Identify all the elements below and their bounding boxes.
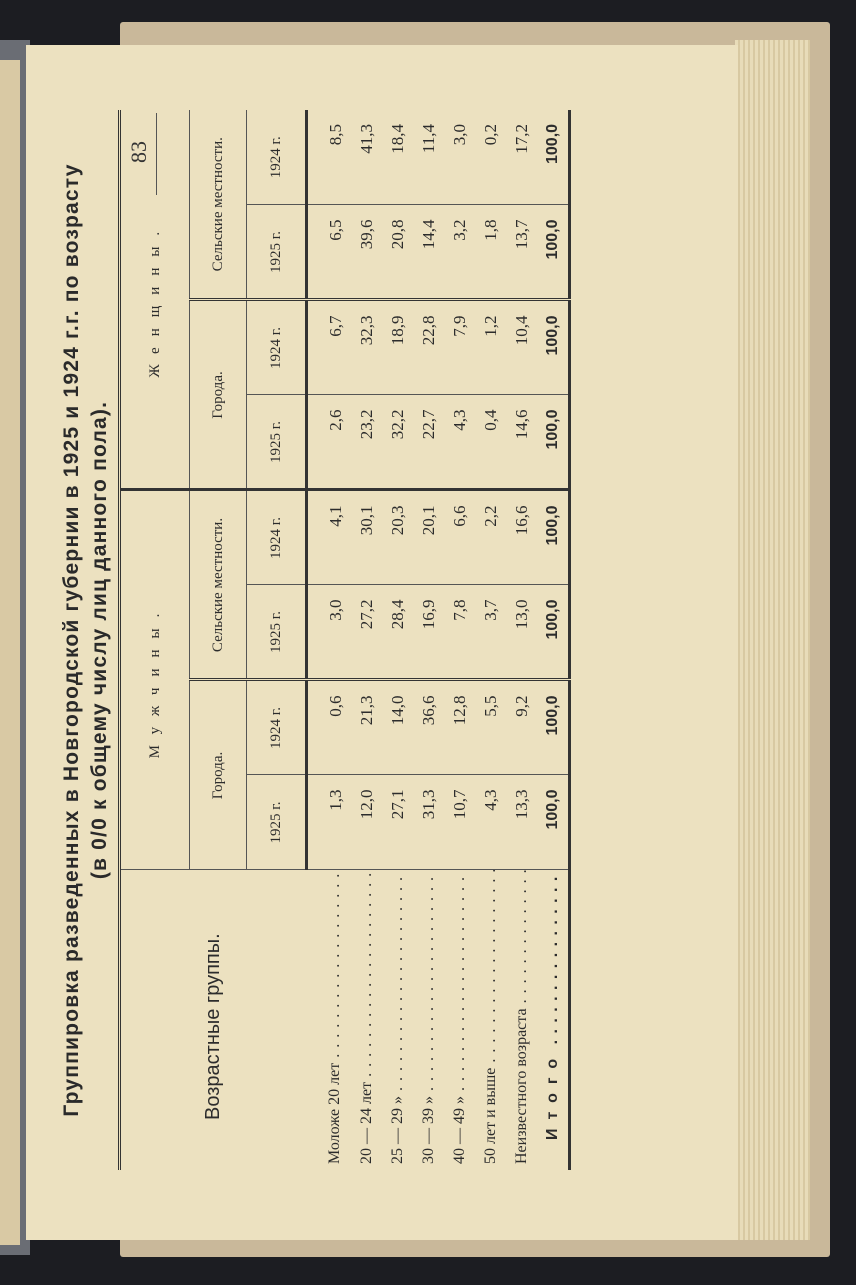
table-row [444,110,475,1170]
value-cell: 9,2 [506,680,537,775]
value-cell: 5,5 [475,680,506,775]
value-cell: 0,2 [475,110,506,205]
value-cell: 100,0 [537,205,570,300]
value-cell: 10,4 [506,300,537,395]
row-label-text: Моложе 20 лет . . . [326,870,343,1164]
value-cell: 41,3 [351,110,382,205]
value-cell: 31,3 [413,775,444,870]
value-cell: 12,0 [351,775,382,870]
value-cell: 6,6 [444,490,475,585]
row-label-text: 20 — 24 лет . . . [358,870,375,1164]
value-cell: 6,5 [307,205,352,300]
table-row [475,110,506,1170]
value-cell: 1,3 [307,775,352,870]
value-cell: 100,0 [537,680,570,775]
value-cell: 27,1 [382,775,413,870]
divorce-age-table [118,110,571,1170]
value-cell: 4,1 [307,490,352,585]
value-cell: 20,3 [382,490,413,585]
row-label-text: 50 лет и выше . . . [482,870,499,1164]
year-header: 1925 г. [247,775,307,870]
row-label [382,870,413,1170]
title-line-1: Группировка разведенных в Новгородской губернии в 1925 и 1924 г.г. по возрасту [60,163,83,1117]
value-cell: 100,0 [537,395,570,490]
year-header: 1925 г. [247,585,307,680]
value-cell: 8,5 [307,110,352,205]
row-label-text: 30 — 39 » . . . [420,870,437,1164]
value-cell: 18,4 [382,110,413,205]
row-label [351,870,382,1170]
value-cell: 6,7 [307,300,352,395]
row-label-text: Итого . . . [544,870,561,1140]
page-edges [735,40,810,1240]
value-cell: 2,6 [307,395,352,490]
value-cell: 16,9 [413,585,444,680]
total-row [537,110,570,1170]
value-cell: 21,3 [351,680,382,775]
value-cell: 13,7 [506,205,537,300]
year-header: 1924 г. [247,680,307,775]
value-cell: 22,7 [413,395,444,490]
table-row [351,110,382,1170]
year-header: 1925 г. [247,205,307,300]
value-cell: 27,2 [351,585,382,680]
value-cell: 28,4 [382,585,413,680]
table-row [307,110,352,1170]
year-header: 1924 г. [247,300,307,395]
value-cell: 17,2 [506,110,537,205]
row-label-text: 25 — 29 » . . . [389,870,406,1164]
row-label [413,870,444,1170]
table-body [307,110,570,1170]
value-cell: 7,8 [444,585,475,680]
value-cell: 20,8 [382,205,413,300]
value-cell: 16,6 [506,490,537,585]
value-cell: 10,7 [444,775,475,870]
row-label [537,870,570,1170]
value-cell: 23,2 [351,395,382,490]
table-row [506,110,537,1170]
value-cell: 2,2 [475,490,506,585]
value-cell: 12,8 [444,680,475,775]
value-cell: 11,4 [413,110,444,205]
row-label [307,870,352,1170]
value-cell: 3,2 [444,205,475,300]
value-cell: 100,0 [537,110,570,205]
value-cell: 1,2 [475,300,506,395]
value-cell: 18,9 [382,300,413,395]
men-cities-header: Города. [190,680,247,870]
value-cell: 1,8 [475,205,506,300]
value-cell: 100,0 [537,300,570,395]
value-cell: 36,6 [413,680,444,775]
value-cell: 0,6 [307,680,352,775]
year-header: 1924 г. [247,110,307,205]
value-cell: 14,6 [506,395,537,490]
value-cell: 13,0 [506,585,537,680]
rotated-content [26,45,738,1240]
men-header: Мужчины. [120,490,190,870]
book-page [26,45,738,1240]
men-rural-header: Сельские местности. [190,490,247,680]
row-label [444,870,475,1170]
value-cell: 32,2 [382,395,413,490]
value-cell: 3,7 [475,585,506,680]
previous-page-edge [0,60,20,1245]
row-label-text: 40 — 49 » . . . [451,870,468,1164]
row-label [475,870,506,1170]
value-cell: 4,3 [475,775,506,870]
women-cities-header: Города. [190,300,247,490]
page-number: 83 [126,141,151,163]
value-cell: 30,1 [351,490,382,585]
value-cell: 3,0 [307,585,352,680]
value-cell: 22,8 [413,300,444,395]
value-cell: 14,4 [413,205,444,300]
value-cell: 4,3 [444,395,475,490]
table-row [382,110,413,1170]
value-cell: 100,0 [537,585,570,680]
value-cell: 39,6 [351,205,382,300]
table-row [413,110,444,1170]
value-cell: 100,0 [537,490,570,585]
value-cell: 0,4 [475,395,506,490]
value-cell: 13,3 [506,775,537,870]
value-cell: 14,0 [382,680,413,775]
row-label-text: Неизвестного возраста . . . [513,870,530,1164]
value-cell: 32,3 [351,300,382,395]
women-rural-header: Сельские местности. [190,110,247,300]
row-label [506,870,537,1170]
age-groups-header: Возрастные группы. [202,933,225,1120]
value-cell: 3,0 [444,110,475,205]
table-title [58,110,114,1170]
value-cell: 7,9 [444,300,475,395]
year-header: 1924 г. [247,490,307,585]
value-cell: 20,1 [413,490,444,585]
women-header: Женщины. [120,110,190,490]
title-line-2: (в 0/0 к общему числу лиц данного пола). [88,400,111,880]
year-header: 1925 г. [247,395,307,490]
value-cell: 100,0 [537,775,570,870]
